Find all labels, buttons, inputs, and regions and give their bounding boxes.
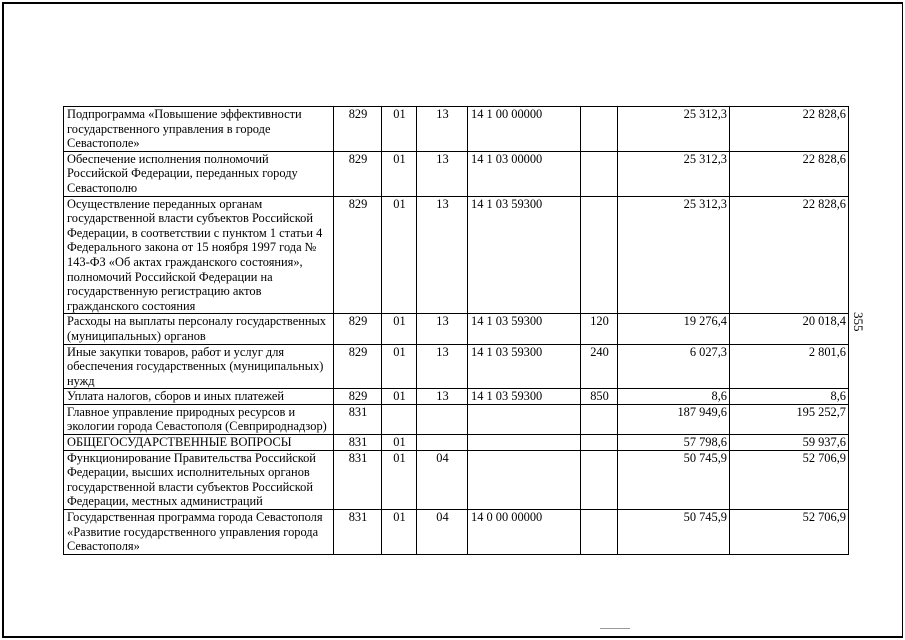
cell-ved: 829 [334,196,382,314]
cell-vr [581,107,618,152]
cell-rz: 01 [382,510,417,555]
cell-name: Иные закупки товаров, работ и услуг для обеспечения государственных (муниципальных) нужд [64,344,334,389]
cell-vr [581,510,618,555]
cell-ved: 831 [334,450,382,509]
cell-sum-2023: 25 312,3 [618,196,730,314]
cell-csr: 14 1 03 59300 [468,314,581,344]
cell-sum-2024: 8,6 [730,389,849,405]
cell-pr: 04 [417,450,468,509]
cell-csr: 14 1 03 59300 [468,196,581,314]
cell-sum-2023: 25 312,3 [618,151,730,196]
cell-rz: 01 [382,107,417,152]
table-row [64,450,849,509]
cell-sum-2023: 50 745,9 [618,450,730,509]
cell-rz [382,404,417,434]
cell-pr: 13 [417,151,468,196]
cell-rz: 01 [382,344,417,389]
scan-mark [600,628,630,629]
cell-csr [468,450,581,509]
cell-name: Осуществление переданных органам государственной власти субъектов Российской Федерации, в соответствии с пунктом 1 статьи 4 Федерального закона от 15 ноября 1997 года № 143-ФЗ «Об актах гражданского состояния», полномочий Российской Федерации на государственную регистрацию актов гражданского состояния [64,196,334,314]
table-row [64,107,849,152]
table-row [64,510,849,555]
table-row [64,196,849,314]
cell-ved: 829 [334,107,382,152]
cell-sum-2024: 22 828,6 [730,196,849,314]
cell-vr [581,404,618,434]
cell-ved: 831 [334,435,382,451]
cell-sum-2023: 57 798,6 [618,435,730,451]
cell-name: Уплата налогов, сборов и иных платежей [64,389,334,405]
cell-pr: 13 [417,196,468,314]
table-row [64,435,849,451]
cell-ved: 829 [334,314,382,344]
cell-csr: 14 0 00 00000 [468,510,581,555]
cell-csr: 14 1 03 00000 [468,151,581,196]
cell-name: Обеспечение исполнения полномочий Российской Федерации, переданных городу Севастополю [64,151,334,196]
budget-table [63,106,849,555]
cell-sum-2024: 20 018,4 [730,314,849,344]
cell-rz: 01 [382,314,417,344]
cell-ved: 829 [334,344,382,389]
cell-sum-2024: 59 937,6 [730,435,849,451]
cell-csr: 14 1 03 59300 [468,344,581,389]
cell-sum-2024: 22 828,6 [730,151,849,196]
cell-rz: 01 [382,151,417,196]
cell-vr: 240 [581,344,618,389]
cell-pr: 13 [417,344,468,389]
cell-name: Главное управление природных ресурсов и экологии города Севастополя (Севприроднадзор) [64,404,334,434]
table-row [64,314,849,344]
cell-sum-2024: 52 706,9 [730,450,849,509]
cell-sum-2023: 25 312,3 [618,107,730,152]
cell-sum-2024: 22 828,6 [730,107,849,152]
cell-vr [581,151,618,196]
cell-sum-2023: 6 027,3 [618,344,730,389]
cell-name: Государственная программа города Севастополя «Развитие государственного управления города Севастополя» [64,510,334,555]
cell-rz: 01 [382,196,417,314]
cell-ved: 831 [334,510,382,555]
cell-csr [468,404,581,434]
cell-pr: 13 [417,314,468,344]
cell-pr [417,435,468,451]
cell-vr: 120 [581,314,618,344]
cell-rz: 01 [382,389,417,405]
cell-name: Подпрограмма «Повышение эффективности государственного управления в городе Севастополе» [64,107,334,152]
cell-vr [581,435,618,451]
cell-name: ОБЩЕГОСУДАРСТВЕННЫЕ ВОПРОСЫ [64,435,334,451]
cell-ved: 829 [334,389,382,405]
cell-name: Расходы на выплаты персоналу государственных (муниципальных) органов [64,314,334,344]
table-row [64,151,849,196]
cell-name: Функционирование Правительства Российской Федерации, высших исполнительных органов государственной власти субъектов Российской Федерации, местных администраций [64,450,334,509]
cell-sum-2024: 195 252,7 [730,404,849,434]
cell-rz: 01 [382,450,417,509]
cell-sum-2023: 50 745,9 [618,510,730,555]
page-number: 355 [851,312,866,332]
cell-pr: 13 [417,389,468,405]
cell-sum-2024: 2 801,6 [730,344,849,389]
cell-sum-2023: 19 276,4 [618,314,730,344]
cell-ved: 831 [334,404,382,434]
table-row [64,389,849,405]
table-row [64,344,849,389]
cell-sum-2023: 187 949,6 [618,404,730,434]
table-row [64,404,849,434]
cell-sum-2024: 52 706,9 [730,510,849,555]
cell-ved: 829 [334,151,382,196]
cell-pr [417,404,468,434]
cell-csr: 14 1 00 00000 [468,107,581,152]
cell-csr [468,435,581,451]
cell-vr [581,450,618,509]
cell-vr [581,196,618,314]
cell-pr: 04 [417,510,468,555]
cell-rz: 01 [382,435,417,451]
cell-pr: 13 [417,107,468,152]
cell-csr: 14 1 03 59300 [468,389,581,405]
cell-sum-2023: 8,6 [618,389,730,405]
cell-vr: 850 [581,389,618,405]
